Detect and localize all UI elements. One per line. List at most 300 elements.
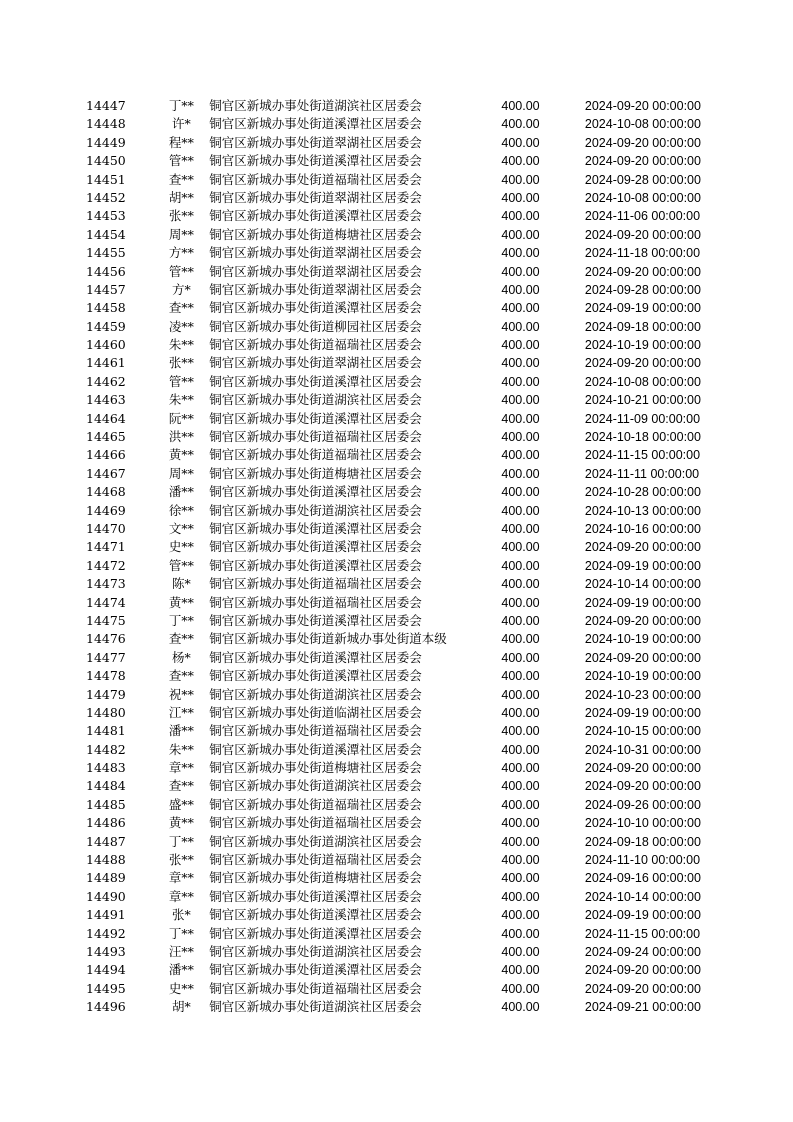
record-id: 14452	[86, 189, 126, 205]
issue-date: 2024-11-15 00:00:00	[584, 448, 701, 463]
table-row	[84, 446, 724, 464]
issue-date: 2024-09-20 00:00:00	[584, 981, 701, 996]
issue-date: 2024-09-20 00:00:00	[584, 761, 701, 776]
recipient-name: 盛**	[168, 796, 194, 812]
table-row	[84, 483, 724, 501]
recipient-name: 潘**	[168, 484, 194, 500]
record-id: 14483	[86, 760, 126, 776]
record-id: 14487	[86, 833, 126, 849]
amount: 400.00	[501, 374, 540, 389]
table-row	[84, 207, 724, 225]
table-row	[84, 465, 724, 483]
community-unit: 铜官区新城办事处街道溪潭社区居委会	[209, 612, 422, 628]
amount: 400.00	[501, 1000, 540, 1015]
record-id: 14474	[86, 594, 126, 610]
amount: 400.00	[501, 540, 540, 555]
table-body	[84, 97, 724, 1017]
issue-date: 2024-09-20 00:00:00	[584, 227, 701, 242]
issue-date: 2024-10-08 00:00:00	[584, 374, 701, 389]
amount: 400.00	[501, 687, 540, 702]
amount: 400.00	[501, 613, 540, 628]
record-id: 14465	[86, 429, 126, 445]
table-row	[84, 575, 724, 593]
community-unit: 铜官区新城办事处街道湖滨社区居委会	[209, 502, 422, 518]
table-row	[84, 704, 724, 722]
issue-date: 2024-09-20 00:00:00	[584, 650, 701, 665]
community-unit: 铜官区新城办事处街道溪潭社区居委会	[209, 373, 422, 389]
recipient-name: 洪**	[168, 429, 194, 445]
issue-date: 2024-10-14 00:00:00	[584, 577, 701, 592]
record-id: 14482	[86, 741, 126, 757]
record-id: 14464	[86, 410, 126, 426]
record-id: 14468	[86, 484, 126, 500]
amount: 400.00	[501, 632, 540, 647]
table-row	[84, 814, 724, 832]
community-unit: 铜官区新城办事处街道溪潭社区居委会	[209, 649, 422, 665]
table-row	[84, 520, 724, 538]
community-unit: 铜官区新城办事处街道福瑞社区居委会	[209, 429, 422, 445]
community-unit: 铜官区新城办事处街道福瑞社区居委会	[209, 796, 422, 812]
amount: 400.00	[501, 981, 540, 996]
subsidy-list-table	[84, 97, 724, 1017]
issue-date: 2024-09-19 00:00:00	[584, 705, 701, 720]
record-id: 14462	[86, 373, 126, 389]
amount: 400.00	[501, 154, 540, 169]
recipient-name: 丁**	[168, 925, 194, 941]
table-row	[84, 152, 724, 170]
issue-date: 2024-09-20 00:00:00	[584, 154, 701, 169]
table-row	[84, 722, 724, 740]
community-unit: 铜官区新城办事处街道溪潭社区居委会	[209, 925, 422, 941]
recipient-name: 汪**	[168, 943, 194, 959]
issue-date: 2024-09-20 00:00:00	[584, 356, 701, 371]
community-unit: 铜官区新城办事处街道溪潭社区居委会	[209, 539, 422, 555]
community-unit: 铜官区新城办事处街道翠湖社区居委会	[209, 281, 422, 297]
recipient-name: 查**	[168, 300, 194, 316]
record-id: 14450	[86, 153, 126, 169]
issue-date: 2024-10-28 00:00:00	[584, 485, 701, 500]
recipient-name: 查**	[168, 631, 194, 647]
recipient-name: 周**	[168, 465, 194, 481]
recipient-name: 方*	[172, 281, 191, 297]
table-row	[84, 594, 724, 612]
recipient-name: 张**	[168, 208, 194, 224]
table-row	[84, 428, 724, 446]
table-row	[84, 961, 724, 979]
record-id: 14454	[86, 226, 126, 242]
record-id: 14496	[86, 999, 126, 1015]
community-unit: 铜官区新城办事处街道福瑞社区居委会	[209, 815, 422, 831]
community-unit: 铜官区新城办事处街道柳园社区居委会	[209, 318, 422, 334]
recipient-name: 张**	[168, 852, 194, 868]
amount: 400.00	[501, 338, 540, 353]
record-id: 14470	[86, 520, 126, 536]
amount: 400.00	[501, 595, 540, 610]
community-unit: 铜官区新城办事处街道梅塘社区居委会	[209, 870, 422, 886]
issue-date: 2024-09-26 00:00:00	[584, 797, 701, 812]
community-unit: 铜官区新城办事处街道溪潭社区居委会	[209, 962, 422, 978]
issue-date: 2024-10-23 00:00:00	[584, 687, 701, 702]
issue-date: 2024-11-15 00:00:00	[584, 926, 701, 941]
community-unit: 铜官区新城办事处街道翠湖社区居委会	[209, 134, 422, 150]
community-unit: 铜官区新城办事处街道福瑞社区居委会	[209, 594, 422, 610]
table-row	[84, 189, 724, 207]
record-id: 14480	[86, 704, 126, 720]
table-row	[84, 686, 724, 704]
recipient-name: 胡*	[172, 999, 191, 1015]
community-unit: 铜官区新城办事处街道溪潭社区居委会	[209, 116, 422, 132]
table-row	[84, 336, 724, 354]
issue-date: 2024-10-08 00:00:00	[584, 190, 701, 205]
table-row	[84, 538, 724, 556]
community-unit: 铜官区新城办事处街道溪潭社区居委会	[209, 153, 422, 169]
issue-date: 2024-09-18 00:00:00	[584, 319, 701, 334]
community-unit: 铜官区新城办事处街道溪潭社区居委会	[209, 208, 422, 224]
record-id: 14458	[86, 300, 126, 316]
recipient-name: 章**	[168, 760, 194, 776]
record-id: 14461	[86, 355, 126, 371]
community-unit: 铜官区新城办事处街道湖滨社区居委会	[209, 943, 422, 959]
issue-date: 2024-10-16 00:00:00	[584, 521, 701, 536]
amount: 400.00	[501, 430, 540, 445]
record-id: 14490	[86, 888, 126, 904]
community-unit: 铜官区新城办事处街道福瑞社区居委会	[209, 980, 422, 996]
amount: 400.00	[501, 393, 540, 408]
table-row	[84, 115, 724, 133]
issue-date: 2024-09-21 00:00:00	[584, 1000, 701, 1015]
community-unit: 铜官区新城办事处街道溪潭社区居委会	[209, 668, 422, 684]
amount: 400.00	[501, 301, 540, 316]
amount: 400.00	[501, 724, 540, 739]
record-id: 14463	[86, 392, 126, 408]
record-id: 14447	[86, 98, 126, 113]
record-id: 14456	[86, 263, 126, 279]
recipient-name: 杨*	[172, 649, 191, 665]
record-id: 14459	[86, 318, 126, 334]
record-id: 14457	[86, 281, 126, 297]
record-id: 14486	[86, 815, 126, 831]
table-row	[84, 226, 724, 244]
issue-date: 2024-09-18 00:00:00	[584, 834, 701, 849]
recipient-name: 陈*	[172, 576, 191, 592]
recipient-name: 张*	[172, 907, 191, 923]
community-unit: 铜官区新城办事处街道湖滨社区居委会	[209, 778, 422, 794]
table-row	[84, 263, 724, 281]
recipient-name: 史**	[168, 539, 194, 555]
community-unit: 铜官区新城办事处街道临湖社区居委会	[209, 704, 422, 720]
amount: 400.00	[501, 963, 540, 978]
table-row	[84, 630, 724, 648]
amount: 400.00	[501, 190, 540, 205]
recipient-name: 周**	[168, 226, 194, 242]
amount: 400.00	[501, 797, 540, 812]
community-unit: 铜官区新城办事处街道福瑞社区居委会	[209, 723, 422, 739]
community-unit: 铜官区新城办事处街道湖滨社区居委会	[209, 98, 422, 113]
issue-date: 2024-11-10 00:00:00	[584, 853, 701, 868]
amount: 400.00	[501, 558, 540, 573]
issue-date: 2024-09-28 00:00:00	[584, 172, 701, 187]
table-row	[84, 998, 724, 1016]
community-unit: 铜官区新城办事处街道溪潭社区居委会	[209, 888, 422, 904]
amount: 400.00	[501, 577, 540, 592]
table-row	[84, 925, 724, 943]
table-row	[84, 796, 724, 814]
amount: 400.00	[501, 761, 540, 776]
amount: 400.00	[501, 448, 540, 463]
issue-date: 2024-09-20 00:00:00	[584, 963, 701, 978]
table-row	[84, 888, 724, 906]
issue-date: 2024-09-19 00:00:00	[584, 908, 701, 923]
table-row	[84, 906, 724, 924]
recipient-name: 潘**	[168, 723, 194, 739]
recipient-name: 查**	[168, 778, 194, 794]
table-row	[84, 354, 724, 372]
issue-date: 2024-10-14 00:00:00	[584, 889, 701, 904]
recipient-name: 江**	[168, 704, 194, 720]
community-unit: 铜官区新城办事处街道翠湖社区居委会	[209, 245, 422, 261]
table-row	[84, 410, 724, 428]
table-row	[84, 667, 724, 685]
amount: 400.00	[501, 172, 540, 187]
issue-date: 2024-11-18 00:00:00	[584, 246, 701, 261]
amount: 400.00	[501, 705, 540, 720]
amount: 400.00	[501, 926, 540, 941]
record-id: 14448	[86, 116, 126, 132]
record-id: 14492	[86, 925, 126, 941]
issue-date: 2024-09-20 00:00:00	[584, 135, 701, 150]
record-id: 14469	[86, 502, 126, 518]
issue-date: 2024-09-20 00:00:00	[584, 264, 701, 279]
record-id: 14491	[86, 907, 126, 923]
community-unit: 铜官区新城办事处街道福瑞社区居委会	[209, 447, 422, 463]
record-id: 14488	[86, 852, 126, 868]
community-unit: 铜官区新城办事处街道溪潭社区居委会	[209, 520, 422, 536]
table-row	[84, 557, 724, 575]
recipient-name: 管**	[168, 153, 194, 169]
issue-date: 2024-11-11 00:00:00	[584, 466, 700, 481]
issue-date: 2024-09-20 00:00:00	[584, 613, 701, 628]
recipient-name: 文**	[168, 520, 194, 536]
recipient-name: 程**	[168, 134, 194, 150]
issue-date: 2024-10-13 00:00:00	[584, 503, 701, 518]
recipient-name: 黄**	[168, 815, 194, 831]
recipient-name: 胡**	[168, 189, 194, 205]
record-id: 14466	[86, 447, 126, 463]
recipient-name: 黄**	[168, 594, 194, 610]
community-unit: 铜官区新城办事处街道溪潭社区居委会	[209, 410, 422, 426]
table-row	[84, 759, 724, 777]
recipient-name: 徐**	[168, 502, 194, 518]
record-id: 14476	[86, 631, 126, 647]
community-unit: 铜官区新城办事处街道湖滨社区居委会	[209, 686, 422, 702]
recipient-name: 祝**	[168, 686, 194, 702]
issue-date: 2024-09-16 00:00:00	[584, 871, 701, 886]
community-unit: 铜官区新城办事处街道翠湖社区居委会	[209, 263, 422, 279]
recipient-name: 朱**	[168, 741, 194, 757]
recipient-name: 潘**	[168, 962, 194, 978]
table-row	[84, 851, 724, 869]
recipient-name: 章**	[168, 870, 194, 886]
issue-date: 2024-09-20 00:00:00	[584, 540, 701, 555]
issue-date: 2024-09-20 00:00:00	[584, 779, 701, 794]
table-row	[84, 943, 724, 961]
recipient-name: 丁**	[168, 98, 194, 113]
record-id: 14460	[86, 337, 126, 353]
issue-date: 2024-09-19 00:00:00	[584, 558, 701, 573]
table-row	[84, 833, 724, 851]
table-row	[84, 869, 724, 887]
recipient-name: 朱**	[168, 337, 194, 353]
table-row	[84, 777, 724, 795]
issue-date: 2024-10-08 00:00:00	[584, 117, 701, 132]
record-id: 14493	[86, 943, 126, 959]
table-row	[84, 281, 724, 299]
community-unit: 铜官区新城办事处街道梅塘社区居委会	[209, 465, 422, 481]
table-row	[84, 502, 724, 520]
community-unit: 铜官区新城办事处街道湖滨社区居委会	[209, 833, 422, 849]
record-id: 14484	[86, 778, 126, 794]
amount: 400.00	[501, 779, 540, 794]
amount: 400.00	[501, 742, 540, 757]
table-row	[84, 299, 724, 317]
issue-date: 2024-10-19 00:00:00	[584, 632, 701, 647]
amount: 400.00	[501, 264, 540, 279]
amount: 400.00	[501, 99, 540, 113]
recipient-name: 管**	[168, 263, 194, 279]
amount: 400.00	[501, 485, 540, 500]
issue-date: 2024-11-06 00:00:00	[584, 209, 701, 224]
recipient-name: 管**	[168, 373, 194, 389]
recipient-name: 黄**	[168, 447, 194, 463]
issue-date: 2024-11-09 00:00:00	[584, 411, 701, 426]
record-id: 14475	[86, 612, 126, 628]
issue-date: 2024-10-31 00:00:00	[584, 742, 701, 757]
recipient-name: 查**	[168, 668, 194, 684]
recipient-name: 许*	[172, 116, 191, 132]
amount: 400.00	[501, 834, 540, 849]
table-row	[84, 244, 724, 262]
record-id: 14479	[86, 686, 126, 702]
issue-date: 2024-09-19 00:00:00	[584, 595, 701, 610]
table-row	[84, 134, 724, 152]
record-id: 14472	[86, 557, 126, 573]
table-row	[84, 318, 724, 336]
record-id: 14473	[86, 576, 126, 592]
table-row	[84, 373, 724, 391]
community-unit: 铜官区新城办事处街道新城办事处街道本级	[209, 631, 447, 647]
table-row	[84, 97, 724, 115]
amount: 400.00	[501, 853, 540, 868]
record-id: 14494	[86, 962, 126, 978]
amount: 400.00	[501, 209, 540, 224]
table-row	[84, 171, 724, 189]
recipient-name: 张**	[168, 355, 194, 371]
amount: 400.00	[501, 503, 540, 518]
record-id: 14471	[86, 539, 126, 555]
issue-date: 2024-10-18 00:00:00	[584, 430, 701, 445]
record-id: 14453	[86, 208, 126, 224]
community-unit: 铜官区新城办事处街道福瑞社区居委会	[209, 576, 422, 592]
issue-date: 2024-09-24 00:00:00	[584, 944, 701, 959]
record-id: 14485	[86, 796, 126, 812]
recipient-name: 管**	[168, 557, 194, 573]
community-unit: 铜官区新城办事处街道福瑞社区居委会	[209, 852, 422, 868]
issue-date: 2024-09-19 00:00:00	[584, 301, 701, 316]
table-row	[84, 391, 724, 409]
community-unit: 铜官区新城办事处街道溪潭社区居委会	[209, 907, 422, 923]
record-id: 14495	[86, 980, 126, 996]
recipient-name: 史**	[168, 980, 194, 996]
issue-date: 2024-10-21 00:00:00	[584, 393, 701, 408]
amount: 400.00	[501, 319, 540, 334]
record-id: 14481	[86, 723, 126, 739]
community-unit: 铜官区新城办事处街道溪潭社区居委会	[209, 300, 422, 316]
table-row	[84, 741, 724, 759]
amount: 400.00	[501, 411, 540, 426]
community-unit: 铜官区新城办事处街道翠湖社区居委会	[209, 189, 422, 205]
amount: 400.00	[501, 356, 540, 371]
recipient-name: 凌**	[168, 318, 194, 334]
recipient-name: 查**	[168, 171, 194, 187]
record-id: 14489	[86, 870, 126, 886]
community-unit: 铜官区新城办事处街道福瑞社区居委会	[209, 171, 422, 187]
table-row	[84, 612, 724, 630]
issue-date: 2024-09-28 00:00:00	[584, 282, 701, 297]
recipient-name: 丁**	[168, 612, 194, 628]
community-unit: 铜官区新城办事处街道湖滨社区居委会	[209, 392, 422, 408]
community-unit: 铜官区新城办事处街道溪潭社区居委会	[209, 741, 422, 757]
record-id: 14478	[86, 668, 126, 684]
issue-date: 2024-10-15 00:00:00	[584, 724, 701, 739]
issue-date: 2024-10-19 00:00:00	[584, 338, 701, 353]
community-unit: 铜官区新城办事处街道湖滨社区居委会	[209, 999, 422, 1015]
amount: 400.00	[501, 466, 540, 481]
record-id: 14477	[86, 649, 126, 665]
table-row	[84, 980, 724, 998]
recipient-name: 朱**	[168, 392, 194, 408]
recipient-name: 丁**	[168, 833, 194, 849]
community-unit: 铜官区新城办事处街道梅塘社区居委会	[209, 760, 422, 776]
record-id: 14451	[86, 171, 126, 187]
community-unit: 铜官区新城办事处街道溪潭社区居委会	[209, 484, 422, 500]
record-id: 14455	[86, 245, 126, 261]
amount: 400.00	[501, 889, 540, 904]
amount: 400.00	[501, 871, 540, 886]
community-unit: 铜官区新城办事处街道翠湖社区居委会	[209, 355, 422, 371]
amount: 400.00	[501, 246, 540, 261]
table-row	[84, 649, 724, 667]
amount: 400.00	[501, 908, 540, 923]
amount: 400.00	[501, 669, 540, 684]
amount: 400.00	[501, 135, 540, 150]
amount: 400.00	[501, 944, 540, 959]
recipient-name: 阮**	[168, 410, 194, 426]
community-unit: 铜官区新城办事处街道福瑞社区居委会	[209, 337, 422, 353]
amount: 400.00	[501, 650, 540, 665]
issue-date: 2024-10-10 00:00:00	[584, 816, 701, 831]
amount: 400.00	[501, 816, 540, 831]
issue-date: 2024-10-19 00:00:00	[584, 669, 701, 684]
record-id: 14449	[86, 134, 126, 150]
recipient-name: 方**	[168, 245, 194, 261]
amount: 400.00	[501, 521, 540, 536]
community-unit: 铜官区新城办事处街道梅塘社区居委会	[209, 226, 422, 242]
issue-date: 2024-09-20 00:00:00	[584, 99, 701, 113]
amount: 400.00	[501, 282, 540, 297]
amount: 400.00	[501, 117, 540, 132]
community-unit: 铜官区新城办事处街道溪潭社区居委会	[209, 557, 422, 573]
recipient-name: 章**	[168, 888, 194, 904]
